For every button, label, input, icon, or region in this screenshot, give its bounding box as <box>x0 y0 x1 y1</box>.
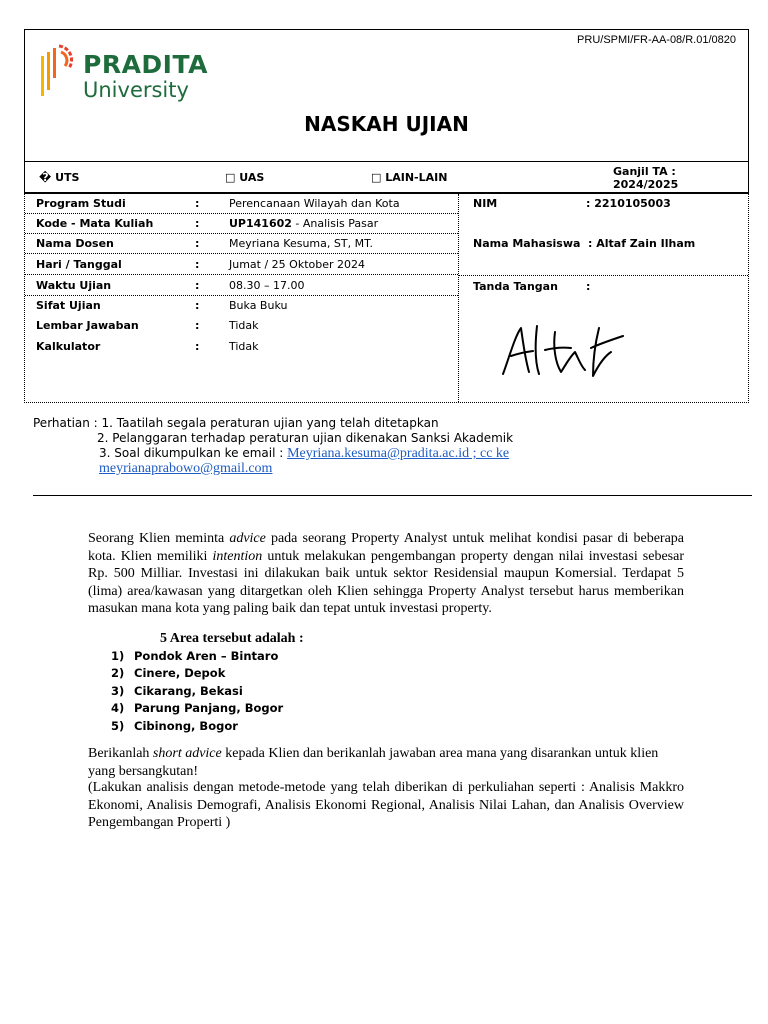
info-colon: : <box>195 258 200 271</box>
course-name: - Analisis Pasar <box>291 217 379 230</box>
info-colon: : <box>195 319 200 332</box>
info-label: Lembar Jawaban <box>36 319 139 332</box>
info-value: Perencanaan Wilayah dan Kota <box>229 197 400 210</box>
paragraph-text: kepada Klien dan berikanlah jawaban area mana yang disarankan untuk klien yang bersangkutan! <box>88 746 659 779</box>
info-value: Tidak <box>229 340 259 353</box>
term-year: 2024/2025 <box>613 178 679 191</box>
divider <box>33 495 752 496</box>
info-label: Waktu Ujian <box>36 279 112 292</box>
paragraph-emphasis: advice <box>229 531 266 546</box>
logo-wordmark: PRADITA <box>83 50 208 79</box>
area-name: Parung Panjang, Bogor <box>134 701 284 715</box>
paragraph-text: Berikanlah <box>88 746 153 761</box>
info-row <box>25 234 458 254</box>
info-label: Hari / Tanggal <box>36 258 122 271</box>
header-box <box>24 29 749 162</box>
method-paragraph: (Lakukan analisis dengan metode-metode yang telah diberikan di perkuliahan seperti : Analisis Makkro Ekonomi, Analisis Demografi, Analisis Ekonomi Regional, Analisis Nilai Lahan, dan Analisis Overview Pengembangan Properti ) <box>88 780 684 830</box>
instruction-3 <box>33 446 513 461</box>
info-row <box>25 337 458 357</box>
areas-heading: 5 Area tersebut adalah : <box>160 631 304 646</box>
question-paragraph <box>88 530 684 618</box>
info-label: Program Studi <box>36 197 126 210</box>
course-code: UP141602 <box>229 217 292 230</box>
list-item <box>111 666 225 680</box>
paragraph-emphasis: short advice <box>152 746 222 761</box>
list-item <box>111 701 283 715</box>
list-number: 1) <box>111 649 125 663</box>
paragraph-emphasis: intention <box>212 548 263 564</box>
info-row <box>25 255 458 275</box>
list-item <box>111 719 238 733</box>
info-row <box>25 316 458 336</box>
info-label: Kode - Mata Kuliah <box>36 217 154 230</box>
student-info <box>459 194 748 402</box>
list-number: 2) <box>111 666 125 680</box>
signature-colon: : <box>586 280 591 293</box>
logo-subwordmark: University <box>83 78 189 102</box>
info-value <box>229 217 378 230</box>
info-row <box>25 214 458 234</box>
email-link-cc[interactable]: meyrianaprabowo@gmail.com <box>99 461 273 476</box>
paragraph-text: pada seorang Property Analyst untuk melihat kondisi pasar di beberapa kota. Klien memiliki <box>88 531 684 564</box>
student-name-label: Nama Mahasiswa <box>473 237 581 250</box>
info-colon: : <box>195 197 200 210</box>
info-label: Kalkulator <box>36 340 101 353</box>
email-link-primary[interactable]: Meyriana.kesuma@pradita.ac.id ; cc ke <box>287 446 510 461</box>
lain-lain-checkbox[interactable]: □ LAIN-LAIN <box>371 171 448 184</box>
signature-label: Tanda Tangan <box>473 280 558 293</box>
uas-checkbox[interactable]: □ UAS <box>225 171 265 184</box>
paragraph-text: untuk melakukan pengembangan property dengan nilai investasi sebesar Rp. 500 Milliar. Investasi ini dilakukan baik untuk sektor Residensial maupun Komersial. Terdapat 5 (lima) area/kawasan yang ditargetkan oleh Klien sehingga Property Analyst tersebut harus memberikan masukan mana kota yang paling baik dan tepat untuk investasi property. <box>88 548 684 616</box>
info-value: 08.30 – 17.00 <box>229 279 305 292</box>
list-item <box>111 649 278 663</box>
document-code: PRU/SPMI/FR-AA-08/R.01/0820 <box>577 34 736 46</box>
course-info <box>25 194 459 402</box>
area-name: Pondok Aren – Bintaro <box>134 649 279 663</box>
info-value: Tidak <box>229 319 259 332</box>
instruction-1: Perhatian : 1. Taatilah segala peraturan ujian yang telah ditetapkan <box>33 416 439 430</box>
info-value: Buka Buku <box>229 299 288 312</box>
info-colon: : <box>195 217 200 230</box>
signature-block <box>459 276 748 402</box>
info-row <box>25 194 458 214</box>
list-number: 3) <box>111 684 125 698</box>
list-number: 5) <box>111 719 125 733</box>
info-colon: : <box>195 237 200 250</box>
info-row <box>25 276 458 296</box>
exam-instructions <box>33 416 513 476</box>
instruction-3-text: 3. Soal dikumpulkan ke email : <box>99 446 288 460</box>
info-label: Nama Dosen <box>36 237 114 250</box>
info-label: Sifat Ujian <box>36 299 101 312</box>
signature-image <box>499 318 629 380</box>
info-colon: : <box>195 340 200 353</box>
task-paragraph <box>88 745 684 780</box>
exam-info-box <box>24 193 749 403</box>
info-row <box>25 296 458 316</box>
list-number: 4) <box>111 701 125 715</box>
student-id-block <box>459 194 748 276</box>
info-value: Meyriana Kesuma, ST, MT. <box>229 237 373 250</box>
nim-value: : 2210105003 <box>586 197 671 210</box>
area-name: Cibinong, Bogor <box>134 719 238 733</box>
info-colon: : <box>195 279 200 292</box>
paragraph-text: Seorang Klien meminta <box>88 531 230 546</box>
area-name: Cikarang, Bekasi <box>134 684 243 698</box>
nim-label: NIM <box>473 197 498 210</box>
instruction-2: 2. Pelanggaran terhadap peraturan ujian dikenakan Sanksi Akademik <box>97 431 514 445</box>
list-item <box>111 684 243 698</box>
area-name: Cinere, Depok <box>134 666 226 680</box>
info-colon: : <box>195 299 200 312</box>
exam-type-row <box>24 162 749 193</box>
student-name-value: : Altaf Zain Ilham <box>588 237 696 250</box>
page-title: NASKAH UJIAN <box>304 112 469 136</box>
pradita-logo-icon <box>39 42 75 102</box>
uts-checkbox[interactable]: � UTS <box>39 171 80 184</box>
term-label: Ganjil TA : <box>613 165 676 178</box>
info-value: Jumat / 25 Oktober 2024 <box>229 258 366 271</box>
